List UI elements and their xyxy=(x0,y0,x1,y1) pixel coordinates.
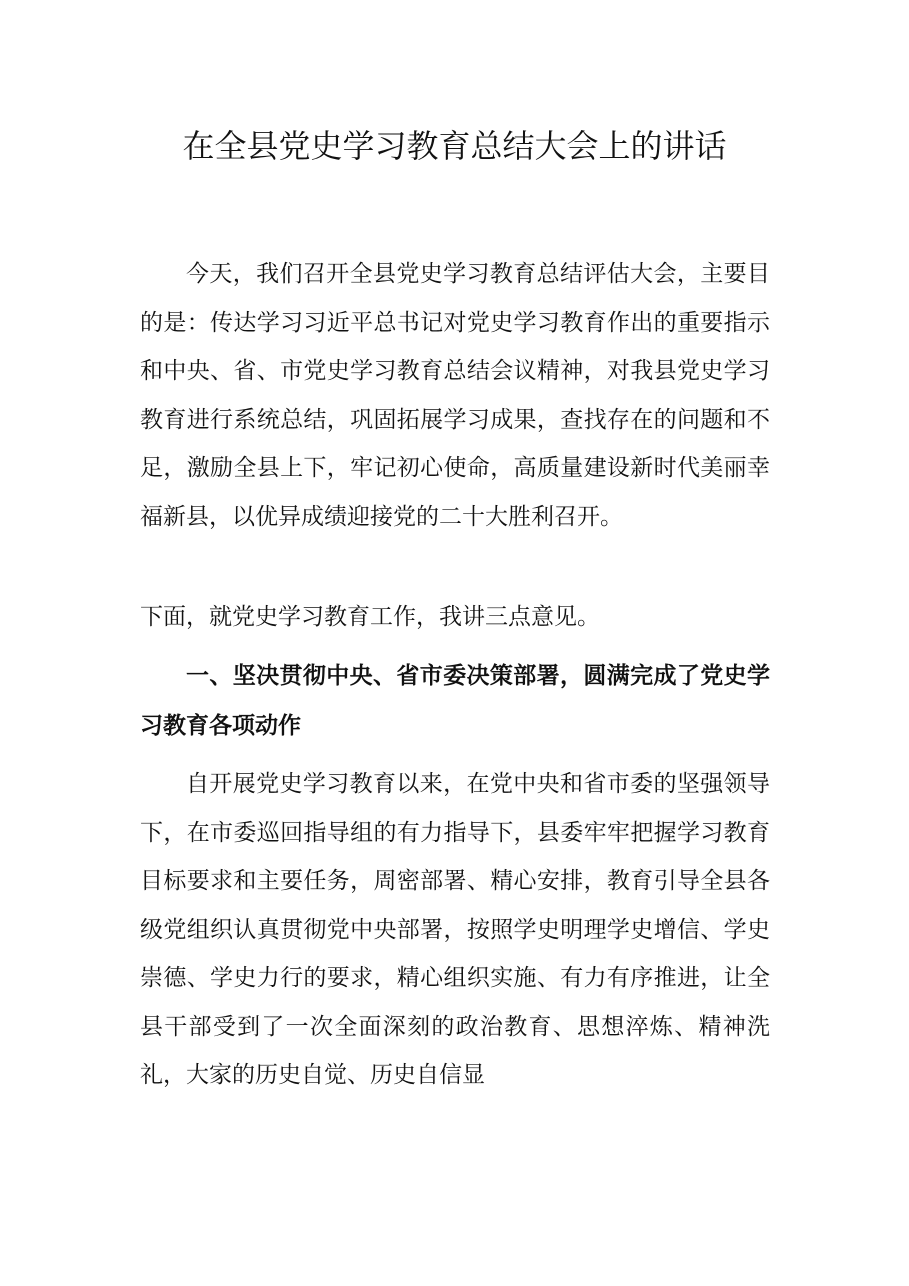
outline-paragraph: 下面，就党史学习教育工作，我讲三点意见。 xyxy=(140,604,600,630)
document-title: 在全县党史学习教育总结大会上的讲话 xyxy=(182,127,727,165)
section-heading-1: 一、坚决贯彻中央、省市委决策部署，圆满完成了党史学习教育各项动作 xyxy=(140,663,770,739)
section-1-paragraph: 自开展党史学习教育以来，在党中央和省市委的坚强领导下，在市委巡回指导组的有力指导下，县委牢牢把握学习教育目标要求和主要任务，周密部署、精心安排，教育引导全县各级党组织认真贯彻党中央部署，按照学史明理学史增信、学史崇德、学史力行的要求，精心组织实施、有力有序推进，让全县干部受到了一次全面深刻的政治教育、思想淬炼、精神洗礼，大家的历史自觉、历史自信显 xyxy=(140,771,770,1088)
opening-paragraph: 今天，我们召开全县党史学习教育总结评估大会，主要目的是：传达学习习近平总书记对党史学习教育作出的重要指示和中央、省、市党史学习教育总结会议精神，对我县党史学习教育进行系统总结，巩固拓展学习成果，查找存在的问题和不足，激励全县上下，牢记初心使命，高质量建设新时代美丽幸福新县，以优异成绩迎接党的二十大胜利召开。 xyxy=(140,261,770,530)
